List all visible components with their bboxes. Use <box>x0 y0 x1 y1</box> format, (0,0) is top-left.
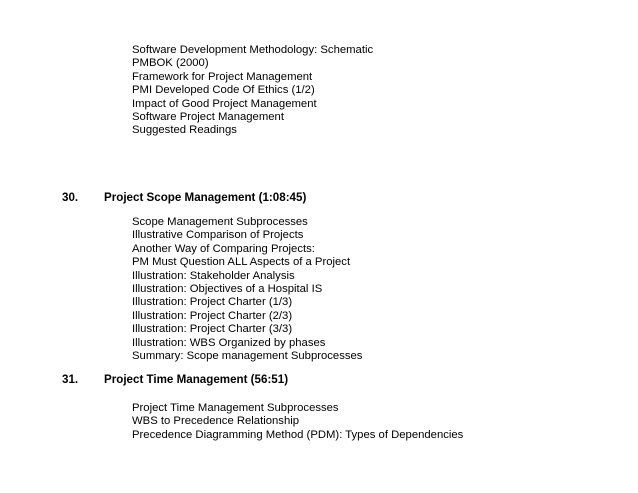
topic-item: Illustration: WBS Organized by phases <box>132 336 326 349</box>
topic-item: Suggested Readings <box>132 124 237 137</box>
topic-item: WBS to Precedence Relationship <box>132 415 300 428</box>
section-number: 31. <box>62 373 79 386</box>
topic-item: Software Development Methodology: Schematic <box>132 44 374 56</box>
topic-item: PMI Developed Code Of Ethics (1/2) <box>132 84 315 97</box>
topic-item: Another Way of Comparing Projects: <box>132 242 315 255</box>
topic-item: Framework for Project Management <box>132 70 313 83</box>
topic-item: Precedence Diagramming Method (PDM): Types of Dependencies <box>132 428 464 441</box>
topic-list-intro <box>132 44 373 138</box>
topic-item: PMBOK (2000) <box>132 57 209 70</box>
topic-item: Illustration: Project Charter (1/3) <box>132 296 293 309</box>
topic-list-section-30 <box>132 216 362 363</box>
topic-item: Illustration: Project Charter (2/3) <box>132 309 293 322</box>
topic-item: Illustrative Comparison of Projects <box>132 229 304 242</box>
section-title: Project Time Management (56:51) <box>104 373 289 386</box>
topic-item: Illustration: Project Charter (3/3) <box>132 323 293 336</box>
topic-list-section-31 <box>132 402 463 442</box>
topic-item: PM Must Question ALL Aspects of a Project <box>132 256 351 269</box>
topic-item: Illustration: Objectives of a Hospital IS <box>132 283 323 296</box>
topic-item: Software Project Management <box>132 111 284 124</box>
section-number: 30. <box>62 191 79 204</box>
topic-item: Impact of Good Project Management <box>132 97 317 110</box>
topic-item: Illustration: Stakeholder Analysis <box>132 269 295 282</box>
topic-item: Scope Management Subprocesses <box>132 216 308 228</box>
topic-item: Project Time Management Subprocesses <box>132 402 339 414</box>
topic-item: Summary: Scope management Subprocesses <box>132 350 363 363</box>
section-title: Project Scope Management (1:08:45) <box>104 191 307 204</box>
